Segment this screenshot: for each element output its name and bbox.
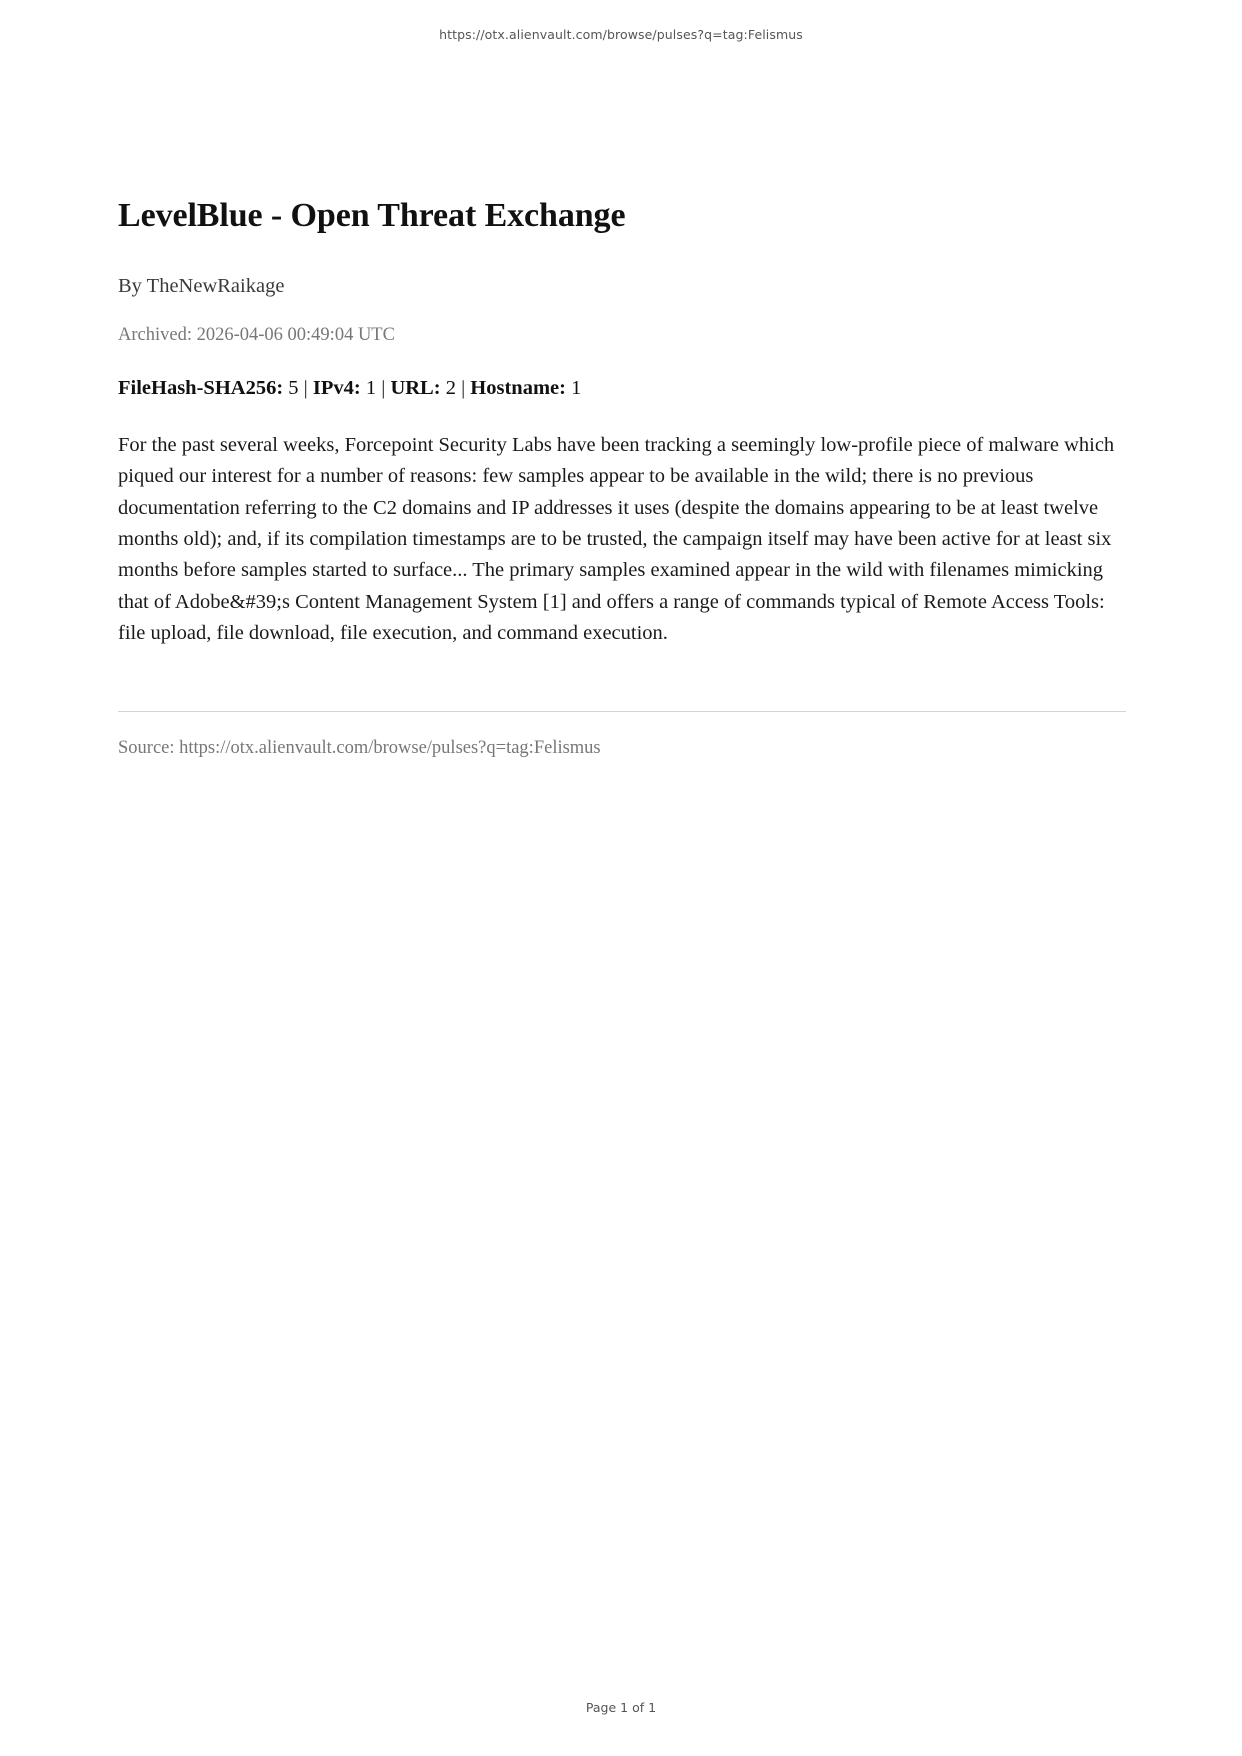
- document-content: [118, 196, 1126, 759]
- indicator-counts: [118, 377, 1126, 400]
- url-label: URL:: [390, 376, 441, 399]
- filehash-value: 5: [288, 376, 299, 399]
- section-divider: [118, 711, 1126, 712]
- counts-separator-3: |: [455, 376, 471, 399]
- filehash-label: FileHash-SHA256:: [118, 376, 284, 399]
- url-value: 2: [445, 376, 456, 399]
- hostname-label: Hostname:: [470, 376, 566, 399]
- counts-separator-2: |: [376, 376, 391, 399]
- ipv4-label: IPv4:: [312, 376, 361, 399]
- counts-separator-1: |: [298, 376, 313, 399]
- ipv4-value: 1: [365, 376, 377, 399]
- header-url: https://otx.alienvault.com/browse/pulses?q=tag:Felismus: [439, 27, 803, 42]
- page-title: LevelBlue - Open Threat Exchange: [118, 197, 626, 234]
- byline: By TheNewRaikage: [118, 274, 285, 297]
- hostname-value: 1: [571, 376, 582, 399]
- archived-timestamp: Archived: 2026-04-06 00:49:04 UTC: [118, 324, 395, 345]
- body-paragraph: For the past several weeks, Forcepoint Security Labs have been tracking a seemingly low-profile piece of malware which piqued our interest for a number of reasons: few samples appear to be available in the wild; there is no previous documentation referring to the C2 domains and IP addresses it uses (despite the domains appearing to be at least twelve months old); and, if its compilation timestamps are to be trusted, the campaign itself may have been active for at least six months before samples started to surface... The primary samples examined appear in the wild with filenames mimicking that of Adobe&#39;s Content Management System [1] and offers a range of commands typical of Remote Access Tools: file upload, file download, file execution, and command execution.: [118, 433, 1115, 644]
- source-line: Source: https://otx.alienvault.com/browse/pulses?q=tag:Felismus: [118, 738, 601, 759]
- page-footer: Page 1 of 1: [585, 1700, 657, 1715]
